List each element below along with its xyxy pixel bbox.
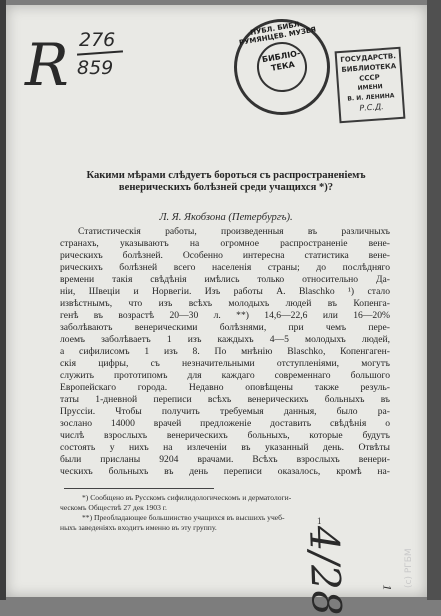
handwritten-mark: 1 [380, 584, 395, 591]
footnote-line: ческомъ Обществѣ 27 дек 1903 г. [60, 503, 167, 512]
article-title: Какими мѣрами слѣдуетъ бороться съ распространеніемъ венерическихъ болѣзней среди учащихся *)? [86, 170, 366, 193]
footnote-rule [64, 488, 214, 489]
scan-edge-right [427, 0, 441, 600]
handwritten-number: 4/28 [300, 525, 350, 616]
body-line: состоять у нихъ на излеченіи въ указанный день. Отвѣты [60, 442, 390, 454]
body-line: ніи, Швеціи и Норвегіи. Изъ работы А. Blaschko ¹) стало [60, 286, 390, 298]
body-line: рическихъ болѣзней всего населенія страны; до послѣдняго [60, 262, 390, 274]
body-line: числѣ взрослыхъ венерическихъ больныхъ, которые будутъ [60, 430, 390, 442]
footnote-line: *) Сообщено въ Русскомъ сифилидологическомъ и дерматологи- [82, 493, 292, 502]
stamp-rect-signature: Р.С.Д. [359, 102, 384, 113]
stamp-ring-text: ПУБЛ. БИБЛ. РУМЯНЦЕВ. МУЗЕЯ [238, 19, 317, 48]
stamp-rect-line: В. И. ЛЕНИНА [347, 92, 395, 103]
body-line: зослано 14000 врачей предложеніе доставить свѣдѣнія о [60, 418, 390, 430]
body-line: Пруссіи. Чтобы получить требуемыя данныя, было ра- [60, 406, 390, 418]
body-line: Статистическія работы, произведенныя въ различныхъ [78, 226, 390, 237]
body-line: служить прототипомъ для каждаго современнаго большого [60, 370, 390, 382]
body-line: ческихъ больныхъ въ день переписи оказалось, кромѣ на- [60, 466, 390, 478]
body-line: рическихъ болѣзней. Особенно интересна статистика вене- [60, 250, 390, 262]
body-line: времени такія свѣдѣнія имѣлись только относительно Да- [60, 274, 390, 286]
stamp-center-text: БИБЛІО-ТЕКА [261, 48, 301, 73]
document-page [6, 5, 427, 616]
stamp-rect-line: ГОСУДАРСТВ. [340, 52, 397, 64]
article-author: Л. Я. Якобзона (Петербургъ). [159, 212, 293, 223]
body-line: извѣстнымъ, что изъ всѣхъ молодыхъ людей въ Копенга- [60, 298, 390, 310]
body-line: заболѣваютъ венерическими болѣзнями, при чемъ пере- [60, 322, 390, 334]
shelf-mark-letter: R [25, 31, 69, 99]
body-line: таты 1-дневной переписи всѣхъ венерическихъ больныхъ въ [60, 394, 390, 406]
page-number: 1 [317, 516, 322, 526]
watermark: (c) РГБМ [404, 548, 414, 588]
body-line: скія цифры, съ незначительными отступленіями, могутъ [60, 358, 390, 370]
shelf-mark-top: 276 [79, 29, 116, 51]
stamp-rect-line: СССР [358, 73, 381, 83]
stamp-rect-line: БИБЛИОТЕКА [341, 62, 397, 74]
library-stamp-rect [335, 47, 406, 123]
body-line: странахъ, указываютъ на огромное распространеніе вене- [60, 238, 390, 250]
body-line: лоемъ заболѣваетъ 1 изъ каждыхъ 4—5 молодыхъ людей, [60, 334, 390, 346]
article-body [60, 226, 390, 478]
footnote-line: ныхъ заведеніяхъ входитъ именно въ эту группу. [60, 523, 217, 532]
body-line: генѣ въ возрастѣ 20—30 л. **) 14,6—22,6 или 16—20% [60, 310, 390, 322]
footnote-line: **) Преобладающее большинство учащихся въ высшихъ учеб- [82, 513, 285, 522]
shelf-mark-bottom: 859 [77, 57, 114, 79]
stamp-rect-line: ИМЕНИ [357, 83, 383, 92]
body-line: а сифилисомъ 1 изъ 8. По мнѣнію Blaschko, Копенгаген- [60, 346, 390, 358]
library-stamp-round [226, 11, 337, 122]
body-line: были присланы 9204 врачами. Всѣхъ взрослыхъ венери- [60, 454, 390, 466]
body-line: Европейскаго города. Недавно оповѣщены также резуль- [60, 382, 390, 394]
shelf-mark-rule [77, 50, 123, 55]
